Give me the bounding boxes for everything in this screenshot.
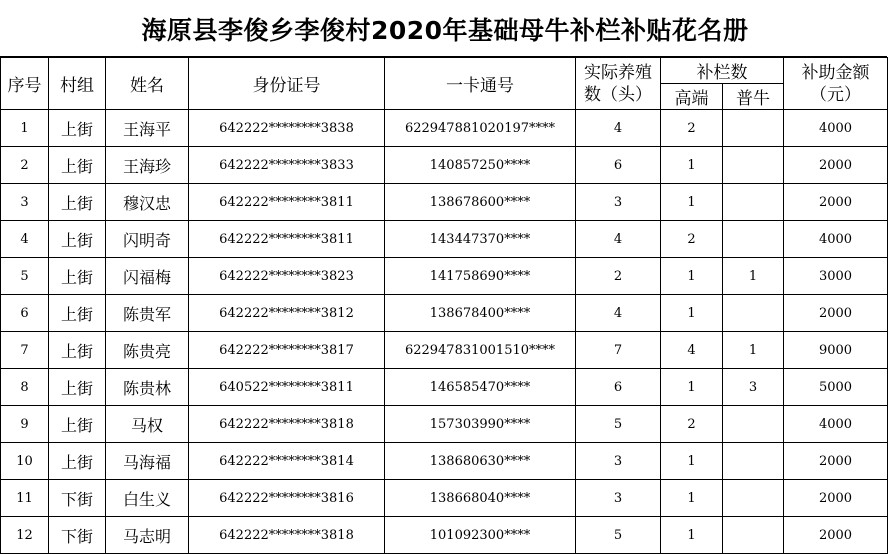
cell-seq: 4 (1, 221, 49, 258)
cell-seq: 11 (1, 480, 49, 517)
cell-high-end: 1 (661, 369, 723, 406)
cell-high-end: 1 (661, 443, 723, 480)
cell-high-end: 1 (661, 147, 723, 184)
cell-id-number: 642222********3833 (189, 147, 385, 184)
cell-normal-cattle: 3 (723, 369, 784, 406)
cell-card-number: 138680630**** (385, 443, 576, 480)
table-row (1, 184, 888, 221)
table-row (1, 110, 888, 147)
header-id-number: 身份证号 (189, 58, 385, 110)
cell-actual-count: 6 (576, 147, 661, 184)
cell-name: 闪明奇 (106, 221, 189, 258)
cell-card-number: 146585470**** (385, 369, 576, 406)
cell-id-number: 642222********3838 (189, 110, 385, 147)
cell-actual-count: 6 (576, 369, 661, 406)
cell-actual-count: 2 (576, 258, 661, 295)
cell-high-end: 1 (661, 184, 723, 221)
cell-name: 王海珍 (106, 147, 189, 184)
cell-actual-count: 7 (576, 332, 661, 369)
cell-group: 上街 (49, 110, 106, 147)
cell-normal-cattle (723, 295, 784, 332)
cell-seq: 7 (1, 332, 49, 369)
cell-group: 上街 (49, 406, 106, 443)
cell-id-number: 642222********3818 (189, 517, 385, 554)
cell-actual-count: 5 (576, 406, 661, 443)
cell-subsidy-amount: 2000 (784, 295, 888, 332)
cell-group: 下街 (49, 517, 106, 554)
cell-subsidy-amount: 2000 (784, 480, 888, 517)
cell-seq: 1 (1, 110, 49, 147)
cell-seq: 9 (1, 406, 49, 443)
cell-normal-cattle: 1 (723, 258, 784, 295)
cell-group: 上街 (49, 443, 106, 480)
table-row (1, 480, 888, 517)
cell-subsidy-amount: 4000 (784, 110, 888, 147)
header-subsidy: 补助金额（元） (784, 58, 888, 110)
cell-name: 白生义 (106, 480, 189, 517)
cell-name: 闪福梅 (106, 258, 189, 295)
cell-seq: 10 (1, 443, 49, 480)
cell-group: 上街 (49, 258, 106, 295)
cell-name: 穆汉忠 (106, 184, 189, 221)
cell-id-number: 640522********3811 (189, 369, 385, 406)
table-row (1, 443, 888, 480)
table-row (1, 369, 888, 406)
cell-id-number: 642222********3811 (189, 221, 385, 258)
cell-high-end: 2 (661, 110, 723, 147)
cell-normal-cattle (723, 480, 784, 517)
cell-seq: 5 (1, 258, 49, 295)
cell-subsidy-amount: 2000 (784, 517, 888, 554)
cell-normal-cattle: 1 (723, 332, 784, 369)
cell-normal-cattle (723, 406, 784, 443)
table-row (1, 258, 888, 295)
cell-name: 陈贵亮 (106, 332, 189, 369)
cell-subsidy-amount: 2000 (784, 147, 888, 184)
cell-actual-count: 4 (576, 110, 661, 147)
cell-subsidy-amount: 4000 (784, 221, 888, 258)
cell-subsidy-amount: 9000 (784, 332, 888, 369)
cell-name: 马志明 (106, 517, 189, 554)
cell-group: 上街 (49, 369, 106, 406)
cell-normal-cattle (723, 517, 784, 554)
cell-high-end: 2 (661, 221, 723, 258)
cell-group: 上街 (49, 184, 106, 221)
cell-normal-cattle (723, 443, 784, 480)
header-restock: 补栏数 (661, 58, 784, 84)
cell-name: 王海平 (106, 110, 189, 147)
table-row (1, 221, 888, 258)
table-row (1, 406, 888, 443)
cell-seq: 2 (1, 147, 49, 184)
cell-card-number: 143447370**** (385, 221, 576, 258)
cell-card-number: 141758690**** (385, 258, 576, 295)
cell-subsidy-amount: 5000 (784, 369, 888, 406)
cell-id-number: 642222********3817 (189, 332, 385, 369)
header-seq: 序号 (1, 58, 49, 110)
roster-body (1, 110, 888, 554)
cell-card-number: 157303990**** (385, 406, 576, 443)
cell-id-number: 642222********3812 (189, 295, 385, 332)
cell-actual-count: 4 (576, 295, 661, 332)
cell-seq: 12 (1, 517, 49, 554)
cell-actual-count: 3 (576, 443, 661, 480)
cell-normal-cattle (723, 184, 784, 221)
cell-id-number: 642222********3823 (189, 258, 385, 295)
cell-card-number: 101092300**** (385, 517, 576, 554)
cell-id-number: 642222********3811 (189, 184, 385, 221)
header-normal-cattle: 普牛 (723, 84, 784, 110)
cell-normal-cattle (723, 221, 784, 258)
cell-card-number: 138668040**** (385, 480, 576, 517)
cell-high-end: 1 (661, 295, 723, 332)
cell-group: 上街 (49, 332, 106, 369)
cell-high-end: 1 (661, 258, 723, 295)
cell-group: 上街 (49, 295, 106, 332)
header-name: 姓名 (106, 58, 189, 110)
cell-card-number: 140857250**** (385, 147, 576, 184)
document-title: 海原县李俊乡李俊村2020年基础母牛补栏补贴花名册 (141, 15, 749, 45)
cell-actual-count: 4 (576, 221, 661, 258)
header-card-number: 一卡通号 (385, 58, 576, 110)
cell-actual-count: 3 (576, 184, 661, 221)
cell-normal-cattle (723, 110, 784, 147)
cell-card-number: 622947881020197**** (385, 110, 576, 147)
cell-id-number: 642222********3814 (189, 443, 385, 480)
table-row (1, 147, 888, 184)
cell-subsidy-amount: 2000 (784, 184, 888, 221)
cell-seq: 8 (1, 369, 49, 406)
table-row (1, 517, 888, 554)
cell-name: 马权 (106, 406, 189, 443)
cell-subsidy-amount: 3000 (784, 258, 888, 295)
cell-high-end: 2 (661, 406, 723, 443)
cell-group: 上街 (49, 147, 106, 184)
cell-name: 陈贵林 (106, 369, 189, 406)
table-row (1, 295, 888, 332)
cell-id-number: 642222********3818 (189, 406, 385, 443)
cell-normal-cattle (723, 147, 784, 184)
cell-group: 上街 (49, 221, 106, 258)
cell-group: 下街 (49, 480, 106, 517)
cell-card-number: 622947831001510**** (385, 332, 576, 369)
cell-seq: 3 (1, 184, 49, 221)
cell-id-number: 642222********3816 (189, 480, 385, 517)
cell-actual-count: 5 (576, 517, 661, 554)
header-group: 村组 (49, 58, 106, 110)
cell-name: 陈贵军 (106, 295, 189, 332)
table-row (1, 332, 888, 369)
cell-card-number: 138678600**** (385, 184, 576, 221)
cell-name: 马海福 (106, 443, 189, 480)
cell-high-end: 4 (661, 332, 723, 369)
header-high-end: 高端 (661, 84, 723, 110)
header-row-1 (1, 58, 888, 84)
header-actual-count: 实际养殖数（头） (576, 58, 661, 110)
cell-subsidy-amount: 2000 (784, 443, 888, 480)
cell-card-number: 138678400**** (385, 295, 576, 332)
cell-subsidy-amount: 4000 (784, 406, 888, 443)
cell-high-end: 1 (661, 517, 723, 554)
cell-seq: 6 (1, 295, 49, 332)
roster-table (0, 57, 888, 554)
cell-high-end: 1 (661, 480, 723, 517)
cell-actual-count: 3 (576, 480, 661, 517)
